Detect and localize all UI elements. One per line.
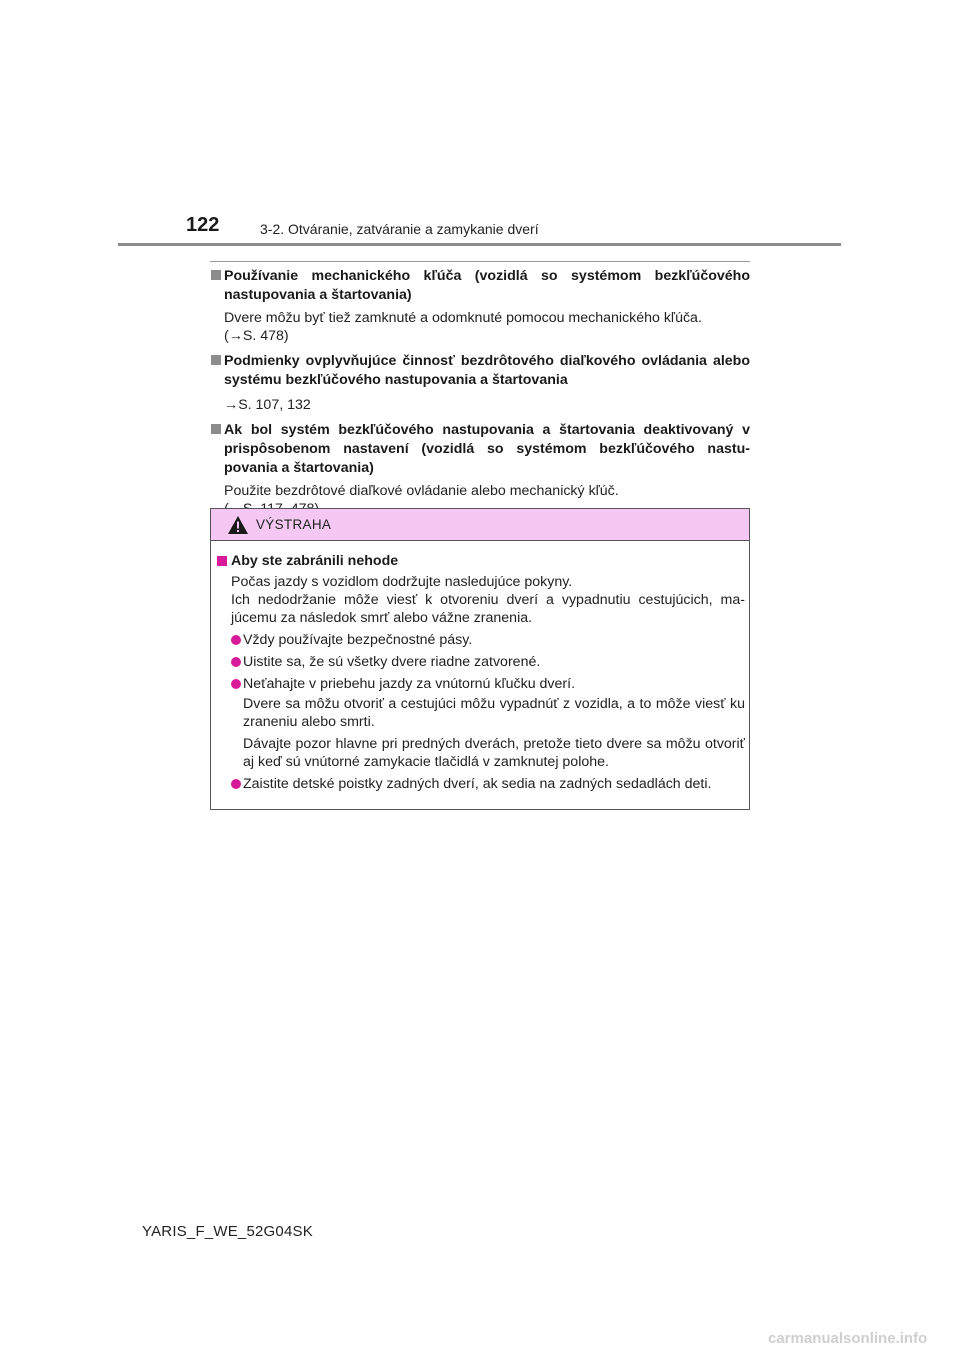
document-code: YARIS_F_WE_52G04SK — [142, 1223, 313, 1240]
page-number: 122 — [186, 214, 220, 236]
warning-square-icon — [217, 556, 227, 566]
section-title: Používanie mechanického kľúča (vozidlá so systémom bezkľúčového nastupovania a štartovania) — [224, 268, 750, 303]
warning-intro-line: Ich nedodržanie môže viesť k otvoreniu dverí a vypadnutiu cestujúcich, ma-júcemu za následok smrť alebo vážne zranenia. — [231, 592, 745, 626]
warning-header — [211, 509, 749, 541]
list-item-text: Zaistite detské poistky zadných dverí, ak sedia na zadných sedadlách deti. — [243, 776, 712, 792]
list-item — [231, 775, 745, 793]
bullet-dot-icon — [231, 657, 241, 667]
list-item-detail: Dvere sa môžu otvoriť a cestujúci môžu vypadnúť z vozidla, a to môže viesť ku zraneniu alebo smrti. — [243, 696, 745, 730]
page-reference: →S. 107, 132 — [224, 397, 311, 413]
content — [210, 267, 750, 525]
warning-intro-line: Počas jazdy s vozidlom dodržujte nasledujúce pokyny. — [231, 574, 573, 590]
bullet-dot-icon — [231, 635, 241, 645]
list-item-text: Neťahajte v priebehu jazdy za vnútornú kľučku dverí. — [243, 676, 576, 692]
section-square-icon — [211, 424, 221, 434]
header-rule — [118, 243, 841, 246]
section-smart-key-deactivated — [210, 421, 750, 518]
section-body-line: Použite bezdrôtové diaľkové ovládanie alebo mechanický kľúč. — [224, 483, 619, 499]
section-remote-conditions — [210, 352, 750, 414]
warning-bullet-list — [231, 631, 745, 793]
warning-triangle-icon — [227, 515, 249, 535]
list-item — [231, 675, 745, 771]
list-item-text: Uistite sa, že sú všetky dvere riadne zatvorené. — [243, 654, 541, 670]
warning-label: VÝSTRAHA — [256, 517, 332, 532]
list-item-text: Vždy používajte bezpečnostné pásy. — [243, 632, 473, 648]
chapter-title: 3-2. Otváranie, zatváranie a zamykanie dverí — [260, 221, 539, 237]
bullet-dot-icon — [231, 779, 241, 789]
page-reference: (→S. 478) — [224, 328, 289, 344]
bullet-dot-icon — [231, 679, 241, 689]
warning-intro — [231, 573, 745, 627]
section-mechanical-key — [210, 267, 750, 345]
section-body — [224, 309, 750, 345]
section-square-icon — [211, 270, 221, 280]
list-item-detail: Dávajte pozor hlavne pri predných dverách, pretože tieto dvere sa môžu otvoriť aj keď sú vnútorné zamykacie tlačidlá v zamknutej polohe. — [243, 736, 745, 770]
section-title: Ak bol systém bezkľúčového nastupovania a štartovania deaktivovaný v prispôsobenom nastavení (vozidlá so systémom bezkľúčového nastu-povania a štartovania) — [224, 422, 750, 476]
section-top-rule — [210, 261, 750, 262]
list-item — [231, 653, 745, 671]
section-title: Podmienky ovplyvňujúce činnosť bezdrôtového diaľkového ovládania alebo systému bezkľúčového nastupovania a štartovania — [224, 353, 750, 388]
warning-title: Aby ste zabránili nehode — [231, 553, 399, 569]
list-item — [231, 631, 745, 649]
warning-content — [217, 552, 745, 797]
section-body-line: Dvere môžu byť tiež zamknuté a odomknuté pomocou mechanického kľúča. — [224, 310, 702, 326]
watermark: carmanualsonline.info — [768, 1330, 928, 1347]
warning-box — [210, 508, 750, 810]
section-square-icon — [211, 355, 221, 365]
section-body — [224, 396, 750, 414]
